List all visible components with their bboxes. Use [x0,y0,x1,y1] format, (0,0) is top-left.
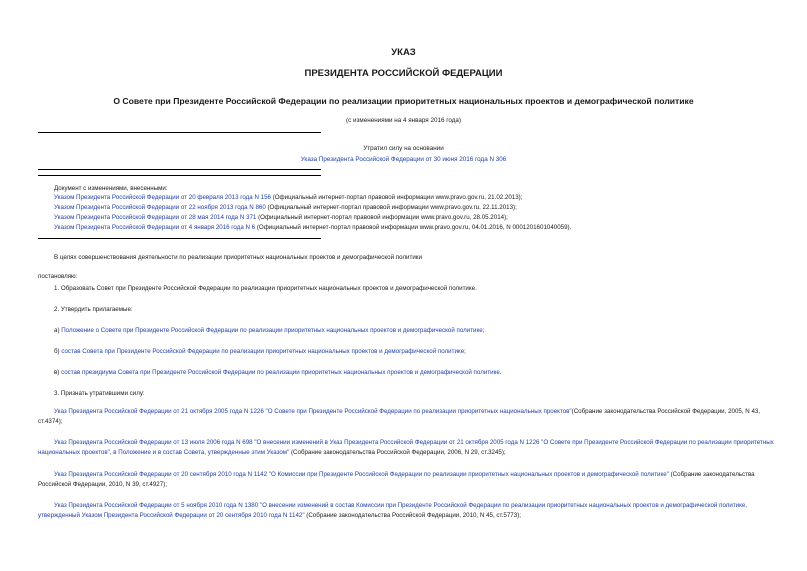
clause-2b [54,347,466,356]
council-composition-link[interactable]: состав Совета при Президенте Российской Федерации по реализации приоритетных национальных проектов и демографической политике [61,348,465,355]
amendment-link[interactable]: Указом Президента Российской Федерации от 4 января 2016 года N 6 [54,224,256,231]
repealed-item [38,470,776,489]
repealed-item [38,438,776,457]
repealed-decree-link[interactable]: Указ Президента Российской Федерации от 21 октября 2005 года N 1226 "О Совете при Президенте Российской Федерации по реализации приоритетных национальных проектов" [54,408,572,415]
decree-heading: УКАЗ [391,47,416,58]
regulation-link[interactable]: Положение о Совете при Президенте Российской Федерации по реализации приоритетных национальных проектов и демографической политике [61,327,483,334]
amendment-item [54,213,508,222]
divider [38,132,321,133]
repealed-source: (Собрание законодательства Российской Федерации, 2006, N 29, ст.3245); [289,448,506,456]
amendment-source: (Официальный интернет-портал правовой информации www.pravo.gov.ru, 22.11.2013); [265,204,517,211]
amendment-source: (Официальный интернет-портал правовой информации www.pravo.gov.ru, 28.05.2014); [256,214,508,221]
repealed-source: (Собрание законодательства Российской Федерации, 2005, N 43, ст.4374); [38,408,761,425]
clause-2: 2. Утвердить прилагаемые: [54,306,133,313]
amendment-link[interactable]: Указом Президента Российской Федерации от 20 февраля 2013 года N 156 [54,194,271,201]
preamble: В целях совершенствования деятельности по реализации приоритетных национальных проектов и демографической политики [54,254,422,261]
amendment-source: (Официальный интернет-портал правовой информации www.pravo.gov.ru, 21.02.2013); [270,194,523,201]
divider [38,175,321,176]
repealed-decree-link[interactable]: Указ Президента Российской Федерации от 13 июля 2006 года N 698 "О внесении изменений в Указ Президента Российской Федерации от 21 октября 2005 года N 1226 "О Совете при Президенте Российской Федерации по реализации приоритетных национальных проектов", в Положение и в состав Совета, утвержденные этим Указом" [38,439,774,456]
amendment-item [54,193,522,202]
divider [38,169,321,170]
amendment-item [54,223,571,232]
amendment-link[interactable]: Указом Президента Российской Федерации от 22 ноября 2013 года N 860 [54,204,266,211]
amendments-heading: Документ с изменениями, внесенными: [54,185,168,192]
item-suffix: . [499,369,502,376]
repealed-decree-link[interactable]: Указ Президента Российской Федерации от 20 сентября 2010 года N 1142 "О Комиссии при Президенте Российской Федерации по реализации приоритетных национальных проектов и демографической политике" [54,471,669,478]
amendments-note: (с изменениями на 4 января 2016 года) [346,117,461,124]
status-link[interactable]: Указа Президента Российской Федерации от 30 июня 2016 года N 306 [300,156,507,163]
presidium-composition-link[interactable]: состав президиума Совета при Президенте Российской Федерации по реализации приоритетных национальных проектов и демографической политике [61,369,500,376]
amendment-item [54,203,517,212]
amendment-source: (Официальный интернет-портал правовой информации www.pravo.gov.ru, 04.01.2016, N 0001201601040059). [255,224,572,231]
repealed-item [38,407,776,426]
status-line: Утратил силу на основании [363,145,444,152]
document-title: О Совете при Президенте Российской Федерации по реализации приоритетных национальных проектов и демографической политике [113,96,694,106]
divider [38,238,321,239]
president-heading: ПРЕЗИДЕНТА РОССИЙСКОЙ ФЕДЕРАЦИИ [304,68,503,79]
item-suffix: ; [464,348,466,355]
clause-1: 1. Образовать Совет при Президенте Российской Федерации по реализации приоритетных национальных проектов и демографической политике. [54,285,477,292]
clause-2c [54,368,502,377]
clause-3: 3. Признать утратившими силу: [54,390,145,397]
repealed-item [38,501,776,520]
decree-word: постановляю: [38,273,78,280]
clause-2a [54,326,484,335]
repealed-source: (Собрание законодательства Российской Федерации, 2010, N 39, ст.4927); [38,471,755,488]
item-prefix: б) [54,348,62,355]
item-prefix: в) [54,369,62,376]
item-prefix: а) [54,327,62,334]
repealed-source: (Собрание законодательства Российской Федерации, 2010, N 45, ст.5773); [304,511,521,519]
item-suffix: ; [482,327,485,334]
amendment-link[interactable]: Указом Президента Российской Федерации от 28 мая 2014 года N 371 [54,214,257,221]
repealed-decree-link[interactable]: Указ Президента Российской Федерации от 5 ноября 2010 года N 1380 "О внесении изменений в состав Комиссии при Президенте Российской Федерации по реализации приоритетных национальных проектов и демографической политике, утвержденный Указом Президента Российской Федерации от 20 сентября 2010 года N 1142" [38,502,748,519]
